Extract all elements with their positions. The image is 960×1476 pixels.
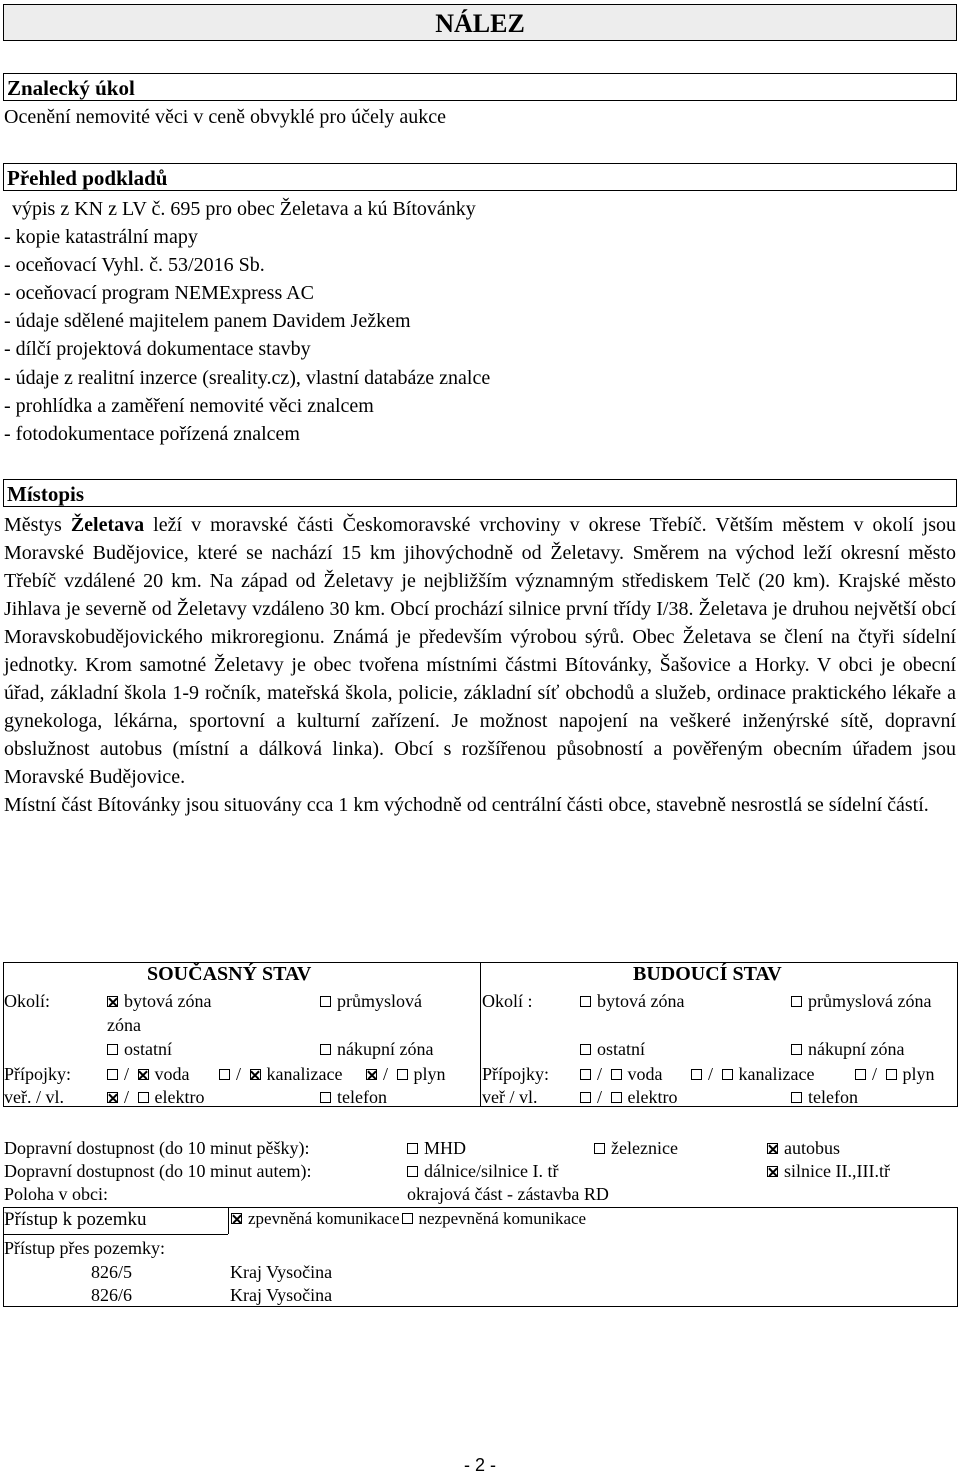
mistopis-paragraph-2: Místní část Bítovánky jsou situovány cca 1 km východně od centrální části obce, stavebně nesrostlá se sídelní částí. — [4, 794, 929, 816]
checkbox-checked-icon[interactable] — [767, 1166, 778, 1177]
current-nakupni: nákupní zóna — [320, 1038, 433, 1060]
checkbox-empty-icon[interactable] — [397, 1069, 408, 1080]
checkbox-checked-icon[interactable] — [250, 1069, 261, 1080]
checkbox-empty-icon[interactable] — [219, 1069, 230, 1080]
checkbox-empty-icon[interactable] — [791, 1092, 802, 1103]
future-voda: / voda — [580, 1063, 663, 1085]
checkbox-empty-icon[interactable] — [320, 1092, 331, 1103]
mistopis-heading: Místopis — [7, 482, 85, 506]
mistopis-text — [4, 511, 956, 819]
page-title: NÁLEZ — [435, 9, 525, 38]
podklady-item: - fotodokumentace pořízená znalcem — [4, 423, 300, 445]
checkbox-checked-icon[interactable] — [107, 1092, 118, 1103]
checkbox-empty-icon[interactable] — [594, 1143, 605, 1154]
future-elektro: / elektro — [580, 1086, 678, 1108]
checkbox-empty-icon[interactable] — [580, 1069, 591, 1080]
checkbox-empty-icon[interactable] — [611, 1092, 622, 1103]
parcel-owner: Kraj Vysočina — [230, 1285, 333, 1305]
poloha-label: Poloha v obci: — [4, 1184, 108, 1204]
title-box — [3, 4, 957, 41]
stav-table-right — [957, 962, 958, 1107]
future-ver-label: veř / vl. — [482, 1087, 538, 1107]
pristup-bottom — [3, 1306, 957, 1307]
mistopis-paragraph-1: Městys Želetava leží v moravské části Českomoravské vrchoviny v okrese Třebíč. Větším městem v okolí jsou Moravské Budějovice, které se nachází 15 km jihovýchodně od Želetavy. Směrem na východ leží okresní město Třebíč vzdálené 20 km. Na západ od Želetavy je nejbližším významným střediskem Telč (20 km). Krajské město Jihlava je severně od Želetavy vzdáleno 30 km. Obcí prochází silnice první třídy I/38. Želetava je druhou největší obcí Moravskobudějovického mikroregionu. Známá je především výrobou sýrů. Obec Želetava se člení na čtyři sídelní jednotky. Krom samotné Želetavy je obec tvořena místními částmi Bítovánky, Šašovice a Horky. V obci je obecní úřad, základní škola 1-9 ročník, mateřská škola, policie, základní síť obchodů a služeb, ordinace praktického lékaře a gynekologa, lékárna, sportovní a kulturní zařízení. Je možnost napojení na veškeré inženýrské sítě, dopravní obslužnost autobus (místní a dálková linka). Obcí s rozšířenou působností a pověřeným obecním úřadem jsou Moravské Budějovice. — [4, 514, 956, 788]
current-state-heading: SOUČASNÝ STAV — [147, 963, 312, 985]
future-plyn: / plyn — [855, 1063, 935, 1085]
checkbox-checked-icon[interactable] — [767, 1143, 778, 1154]
checkbox-empty-icon[interactable] — [886, 1069, 897, 1080]
checkbox-empty-icon[interactable] — [611, 1069, 622, 1080]
checkbox-checked-icon[interactable] — [366, 1069, 377, 1080]
future-nakupni: nákupní zóna — [791, 1038, 904, 1060]
checkbox-empty-icon[interactable] — [407, 1143, 418, 1154]
future-okoli-label: Okolí : — [482, 991, 533, 1011]
checkbox-empty-icon[interactable] — [320, 1044, 331, 1055]
current-prumyslova: průmyslová — [320, 990, 422, 1012]
doprava-mhd: MHD — [407, 1137, 466, 1159]
doprava-autem-label: Dopravní dostupnost (do 10 minut autem): — [4, 1161, 312, 1181]
podklady-item: - údaje z realitní inzerce (sreality.cz), vlastní databáze znalce — [4, 367, 491, 389]
pristup-label-divider — [228, 1207, 229, 1234]
current-telefon: telefon — [320, 1086, 387, 1108]
pristup-options: zpevněná komunikace nezpevněná komunikace — [231, 1208, 586, 1230]
podklady-item: - oceňovací Vyhl. č. 53/2016 Sb. — [4, 254, 265, 276]
podklady-item: - prohlídka a zaměření nemovité věci znalcem — [4, 395, 374, 417]
checkbox-empty-icon[interactable] — [691, 1069, 702, 1080]
doprava-dalnice: dálnice/silnice I. tř — [407, 1160, 558, 1182]
doprava-silnice: silnice II.,III.tř — [767, 1160, 890, 1182]
stav-table-divider — [480, 962, 481, 1107]
mistopis-heading-box — [3, 479, 957, 507]
pristup-pres-label: Přístup přes pozemky: — [4, 1238, 165, 1258]
checkbox-empty-icon[interactable] — [107, 1044, 118, 1055]
checkbox-empty-icon[interactable] — [722, 1069, 733, 1080]
future-prumyslova: průmyslová zóna — [791, 990, 931, 1012]
checkbox-empty-icon[interactable] — [855, 1069, 866, 1080]
pristup-right — [957, 1207, 958, 1307]
current-zona-wrap: zóna — [107, 1015, 141, 1035]
podklady-item: - dílčí projektová dokumentace stavby — [4, 338, 311, 360]
current-plyn: / plyn — [366, 1063, 446, 1085]
ukol-text: Ocenění nemovité věci v ceně obvyklé pro účely aukce — [4, 106, 447, 128]
future-bytova: bytová zóna — [580, 990, 684, 1012]
podklady-item: výpis z KN z LV č. 695 pro obec Želetava a kú Bítovánky — [12, 198, 476, 220]
future-telefon: telefon — [791, 1086, 858, 1108]
checkbox-empty-icon[interactable] — [791, 996, 802, 1007]
parcel-number: 826/6 — [91, 1285, 133, 1305]
checkbox-empty-icon[interactable] — [138, 1092, 149, 1103]
checkbox-empty-icon[interactable] — [580, 1044, 591, 1055]
future-kanalizace: / kanalizace — [691, 1063, 814, 1085]
podklady-item: - kopie katastrální mapy — [4, 226, 198, 248]
current-bytova: bytová zóna — [107, 990, 211, 1012]
page-number: - 2 - — [463, 1455, 496, 1475]
checkbox-empty-icon[interactable] — [107, 1069, 118, 1080]
checkbox-empty-icon[interactable] — [580, 1092, 591, 1103]
future-pripojky-label: Přípojky: — [482, 1064, 550, 1084]
checkbox-empty-icon[interactable] — [407, 1166, 418, 1177]
current-okoli-label: Okolí: — [4, 991, 51, 1011]
current-ostatni: ostatní — [107, 1038, 172, 1060]
future-state-heading: BUDOUCÍ STAV — [633, 963, 782, 985]
ukol-heading-box — [3, 73, 957, 101]
checkbox-empty-icon[interactable] — [320, 996, 331, 1007]
checkbox-checked-icon[interactable] — [138, 1069, 149, 1080]
current-pripojky-label: Přípojky: — [4, 1064, 72, 1084]
current-kanalizace: / kanalizace — [219, 1063, 342, 1085]
poloha-value: okrajová část - zástavba RD — [407, 1184, 609, 1204]
pristup-label: Přístup k pozemku — [4, 1209, 147, 1230]
checkbox-empty-icon[interactable] — [402, 1213, 413, 1224]
current-ver-label: veř. / vl. — [4, 1087, 64, 1107]
current-elektro: / elektro — [107, 1086, 205, 1108]
doprava-zeleznice: železnice — [594, 1137, 678, 1159]
podklady-item: - údaje sdělené majitelem panem Davidem Ježkem — [4, 310, 411, 332]
current-voda: / voda — [107, 1063, 190, 1085]
parcel-owner: Kraj Vysočina — [230, 1262, 333, 1282]
ukol-heading: Znalecký úkol — [7, 76, 135, 100]
checkbox-empty-icon[interactable] — [791, 1044, 802, 1055]
parcel-number: 826/5 — [91, 1262, 133, 1282]
podklady-heading: Přehled podkladů — [7, 166, 168, 190]
doprava-autobus: autobus — [767, 1137, 840, 1159]
pristup-label-bottom — [3, 1234, 228, 1235]
future-ostatni: ostatní — [580, 1038, 645, 1060]
checkbox-empty-icon[interactable] — [580, 996, 591, 1007]
checkbox-checked-icon[interactable] — [107, 996, 118, 1007]
checkbox-checked-icon[interactable] — [231, 1213, 242, 1224]
podklady-item: - oceňovací program NEMExpress AC — [4, 282, 314, 304]
doprava-pesky-label: Dopravní dostupnost (do 10 minut pěšky): — [4, 1138, 310, 1158]
podklady-heading-box — [3, 163, 957, 191]
